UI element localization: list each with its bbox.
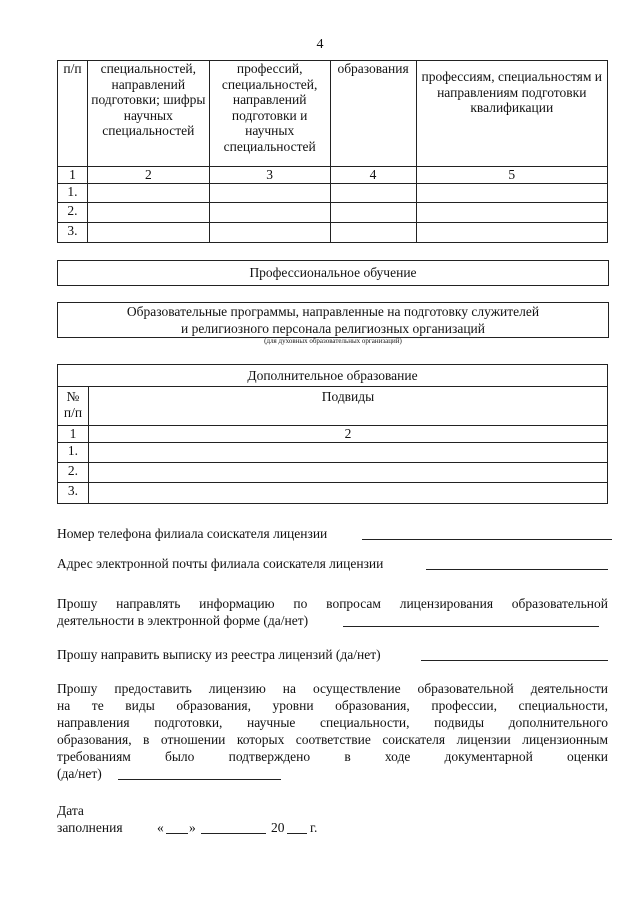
empty-cell[interactable] [416, 203, 607, 223]
religious-line-1: Образовательные программы, направленные на подготовку служителей [126, 304, 540, 319]
license-request-line-4: образования, в отношении которых соответствие соискателя лицензии лицензионным [57, 732, 608, 747]
header-cell: образования [330, 61, 416, 167]
month-field[interactable] [201, 833, 266, 834]
header-cell: п/п [58, 61, 88, 167]
day-field[interactable] [166, 833, 188, 834]
religious-note: (для духовных образовательных организаций) [264, 337, 402, 345]
number-label: п/п [63, 404, 83, 420]
year-field[interactable] [287, 833, 307, 834]
electronic-answer-field[interactable] [343, 626, 599, 627]
row-number: 3. [58, 482, 89, 503]
empty-cell[interactable] [209, 184, 330, 203]
empty-cell[interactable] [88, 442, 607, 462]
empty-cell[interactable] [330, 184, 416, 203]
subtypes-header: Подвиды [88, 387, 607, 426]
empty-cell[interactable] [209, 203, 330, 223]
table-row [58, 442, 608, 462]
header-cell: профессиям, специальностям и направлениям подготовки квалификации [416, 61, 607, 167]
empty-cell[interactable] [330, 203, 416, 223]
header-cell: профессий, специальностей, направлений подготовки и научных специальностей [209, 61, 330, 167]
extract-label: Прошу направить выписку из реестра лицензий (да/нет) [57, 647, 381, 662]
table-row [58, 482, 608, 503]
date-label: Дата [57, 803, 84, 818]
table-row [58, 462, 608, 482]
electronic-request-line-1: Прошу направлять информацию по вопросам лицензирования образовательной [57, 596, 608, 611]
empty-cell[interactable] [87, 223, 209, 243]
empty-cell[interactable] [88, 482, 607, 503]
table-header-row [58, 61, 608, 167]
additional-education-table [57, 364, 608, 504]
day-quote-open: « [157, 820, 164, 835]
license-request-line-3: направления подготовки, научные специальности, подвиды дополнительного [57, 715, 608, 730]
additional-title: Дополнительное образование [58, 365, 608, 387]
phone-label: Номер телефона филиала соискателя лицензии [57, 526, 328, 541]
empty-cell[interactable] [87, 203, 209, 223]
license-answer-field[interactable] [118, 779, 281, 780]
row-number: 1. [58, 442, 89, 462]
row-number: 1. [58, 184, 88, 203]
empty-cell[interactable] [330, 223, 416, 243]
number-sign: № [66, 389, 80, 404]
header-cell: специальностей, направлений подготовки; шифры научных специальностей [87, 61, 209, 167]
column-number: 2 [88, 426, 607, 443]
license-request-line-1: Прошу предоставить лицензию на осуществление образовательной деятельности [57, 681, 608, 696]
additional-title-row [58, 365, 608, 387]
email-field[interactable] [426, 569, 608, 570]
page-number: 4 [316, 37, 324, 52]
column-number: 4 [330, 167, 416, 184]
column-number: 1 [58, 167, 88, 184]
empty-cell[interactable] [416, 223, 607, 243]
license-request-last-line: (да/нет) [57, 766, 102, 781]
row-number: 2. [58, 462, 89, 482]
license-request-line-5: требованиям было подтверждено в ходе документарной оценки [57, 749, 608, 764]
column-number-row [58, 167, 608, 184]
column-number: 5 [416, 167, 607, 184]
number-header [58, 387, 89, 426]
table-row [58, 203, 608, 223]
row-number: 2. [58, 203, 88, 223]
phone-field[interactable] [362, 539, 612, 540]
table-row [58, 223, 608, 243]
professional-training-heading: Профессиональное обучение [57, 260, 609, 286]
empty-cell[interactable] [209, 223, 330, 243]
day-quote-close: » [189, 820, 196, 835]
additional-header-row [58, 387, 608, 426]
table-row [58, 184, 608, 203]
column-number-row [58, 426, 608, 443]
date-label-2: заполнения [57, 820, 123, 835]
empty-cell[interactable] [88, 462, 607, 482]
programs-table [57, 60, 608, 243]
license-request-line-2: на те виды образования, уровни образования, профессии, специальности, [57, 698, 608, 713]
year-prefix: 20 [271, 820, 285, 835]
year-suffix: г. [310, 820, 318, 835]
column-number: 2 [87, 167, 209, 184]
electronic-request-line-2: деятельности в электронной форме (да/нет) [57, 613, 309, 628]
row-number: 3. [58, 223, 88, 243]
religious-line-2: и религиозного персонала религиозных организаций [180, 321, 486, 336]
column-number: 1 [58, 426, 89, 443]
email-label: Адрес электронной почты филиала соискателя лицензии [57, 556, 384, 571]
religious-programs-box [57, 302, 609, 338]
empty-cell[interactable] [416, 184, 607, 203]
extract-answer-field[interactable] [421, 660, 608, 661]
column-number: 3 [209, 167, 330, 184]
empty-cell[interactable] [87, 184, 209, 203]
